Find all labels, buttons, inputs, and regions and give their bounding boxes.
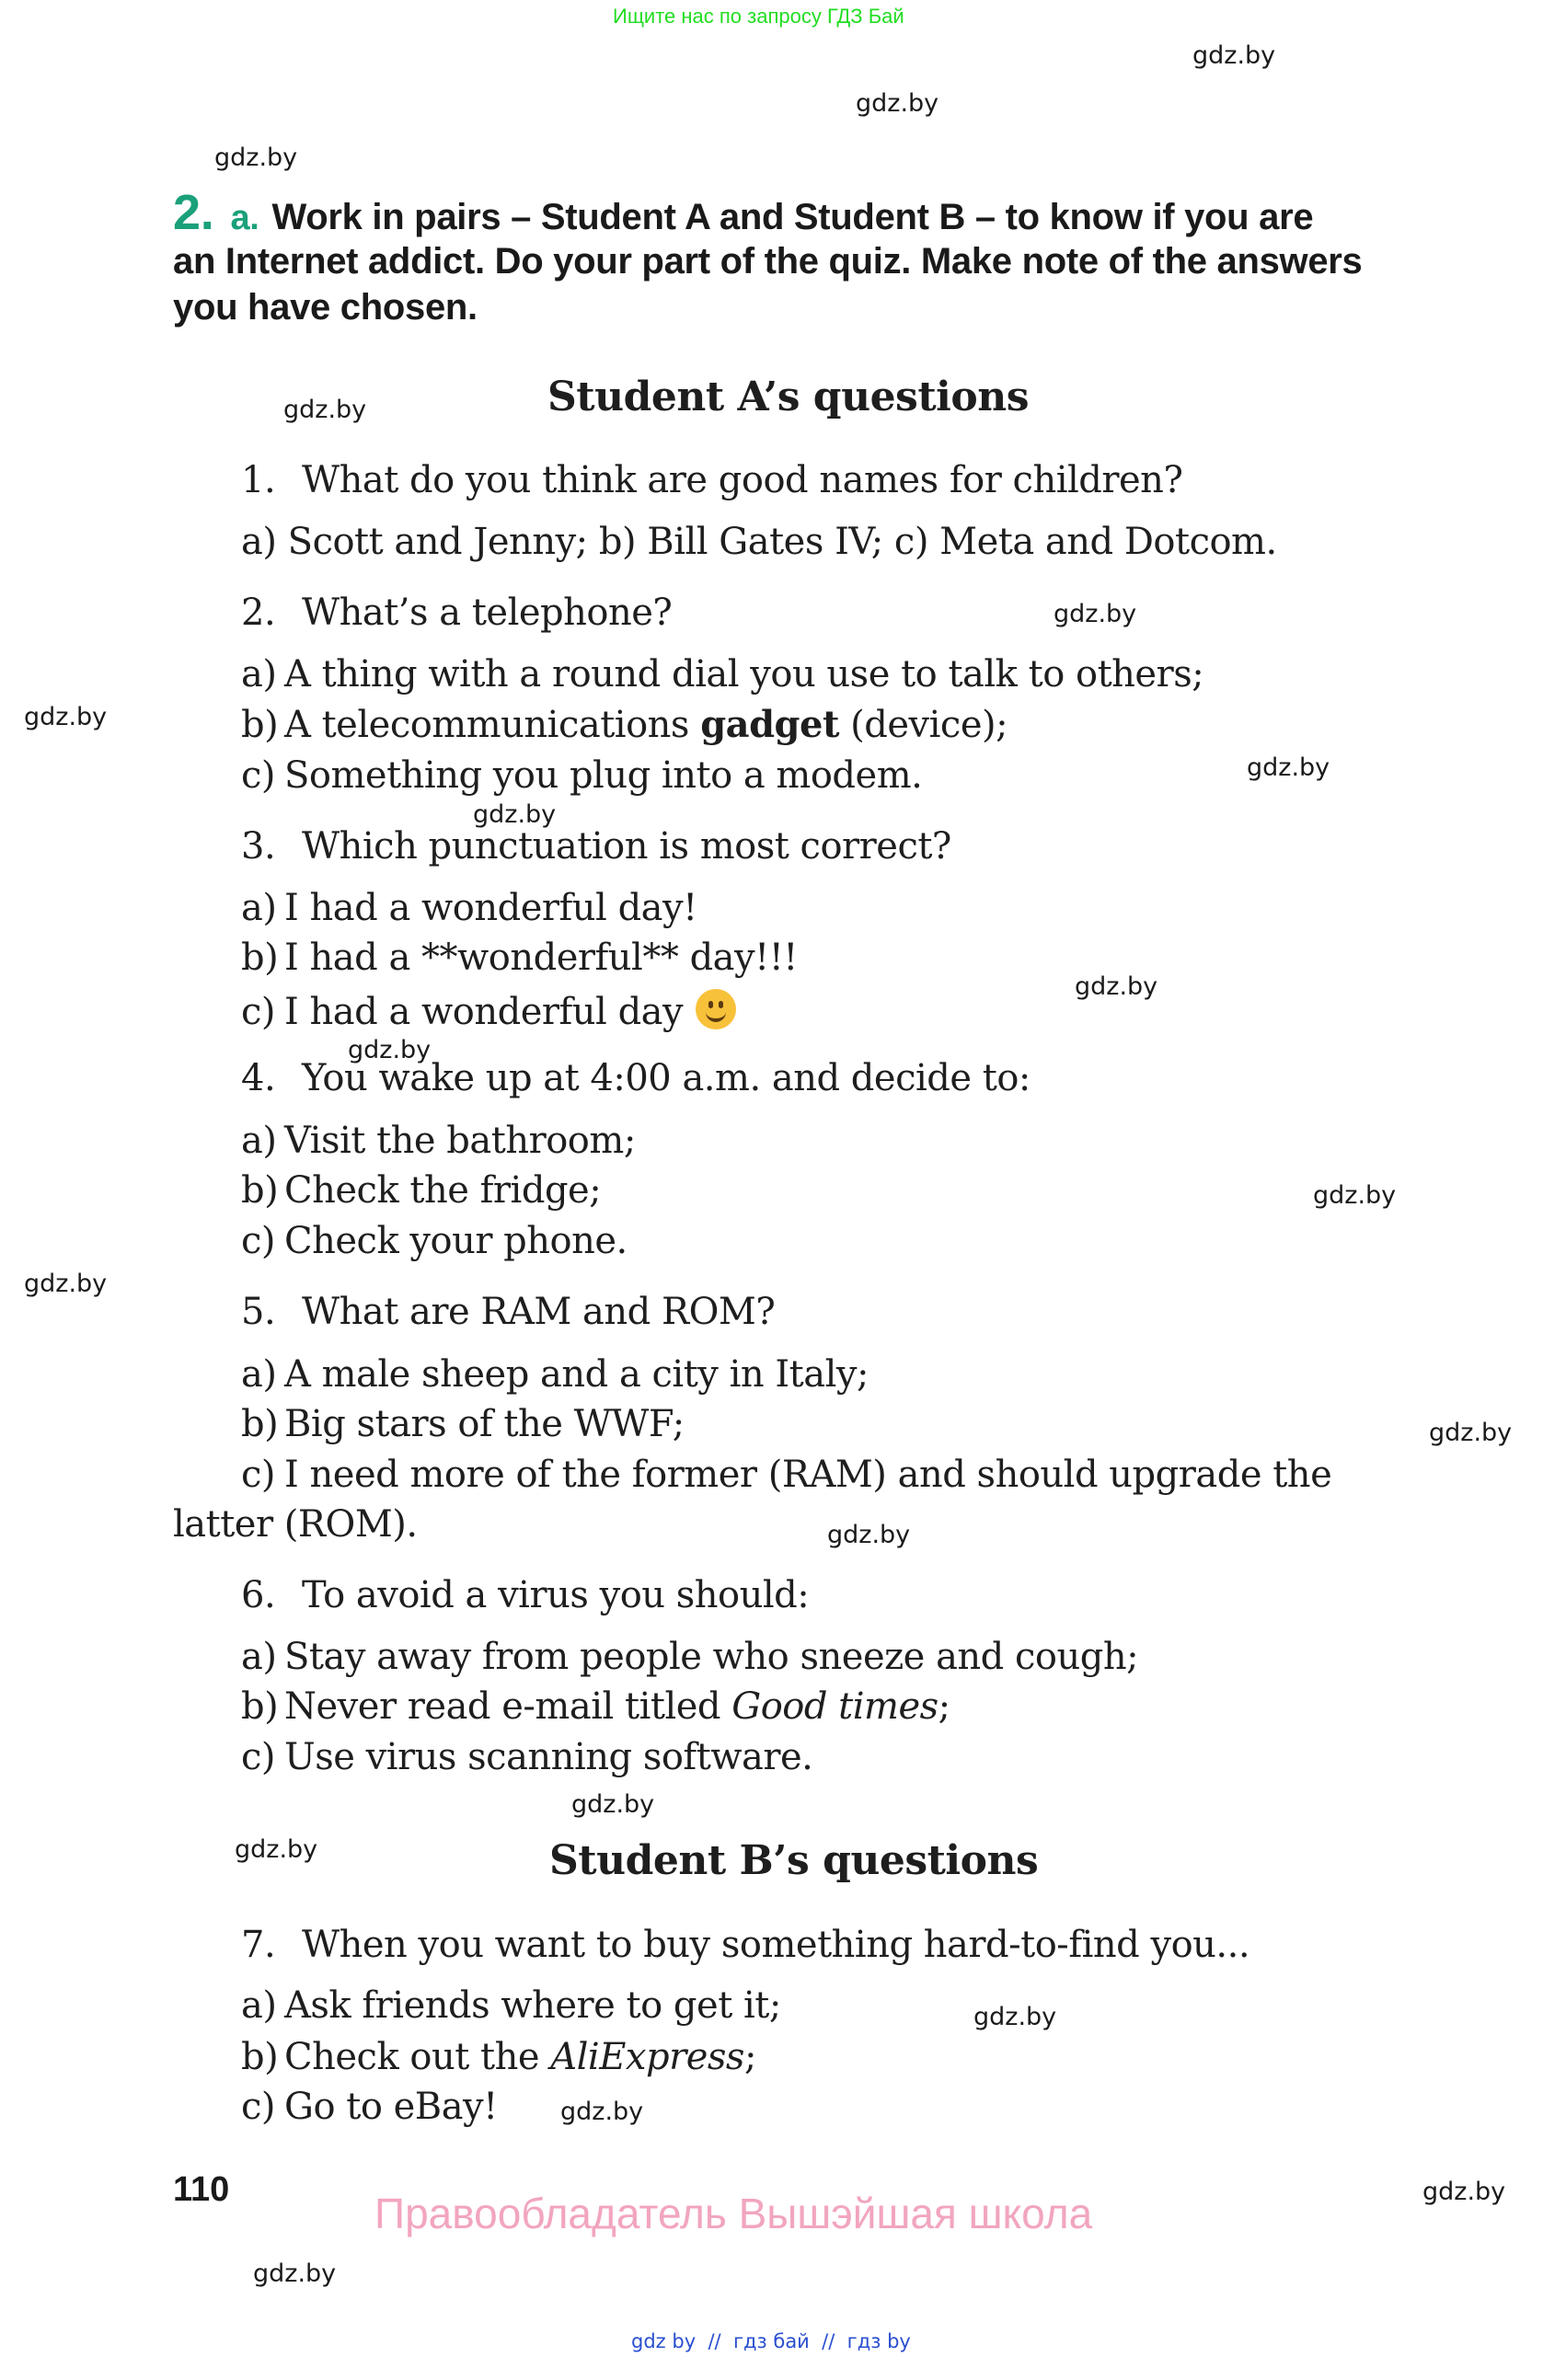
smiley-face-icon [696,989,736,1029]
footer-site-links[interactable]: gdz by // гдз бай // гдз by [631,2330,911,2352]
watermark: gdz.by [283,396,367,424]
question-3-option-b: b) I had a **wonderful** day!!! [241,937,798,979]
question-6-option-a: a) Stay away from people who sneeze and cough; [241,1636,1139,1678]
watermark: gdz.by [24,703,108,731]
watermark: gdz.by [1075,972,1158,1001]
page-number: 110 [173,2170,230,2209]
question-7-option-a: a) Ask friends where to get it; [241,1984,781,2027]
watermark: gdz.by [571,1790,655,1819]
question-2-option-c: c) Something you plug into a modem. [241,754,923,797]
watermark: gdz.by [1247,753,1330,782]
watermark: gdz.by [253,2259,337,2288]
question-1: 1. What do you think are good names for children? [241,459,1183,501]
watermark: gdz.by [560,2098,644,2126]
question-3-option-a: a) I had a wonderful day! [241,887,697,929]
question-4-option-c: c) Check your phone. [241,1220,628,1262]
question-6-option-c: c) Use virus scanning software. [241,1736,813,1778]
question-5-option-b: b) Big stars of the WWF; [241,1403,685,1445]
watermark: gdz.by [1192,41,1276,70]
watermark: gdz.by [235,1835,318,1864]
section-heading-student-a: Student A’s questions [547,374,1029,420]
task-instruction-line-3: you have chosen. [173,287,478,328]
task-instruction-line-2: an Internet addict. Do your part of the quiz. Make note of the answers [173,241,1363,282]
watermark: gdz.by [1429,1419,1513,1447]
question-1-options: a) Scott and Jenny; b) Bill Gates IV; c) Meta and Dotcom. [241,521,1277,563]
question-6: 6. To avoid a virus you should: [241,1574,810,1616]
task-subletter: a. [230,199,259,237]
watermark: gdz.by [473,800,557,829]
question-7-option-c: c) Go to eBay! [241,2086,498,2128]
question-3-option-c: c) I had a wonderful day [241,989,736,1030]
question-5: 5. What are RAM and ROM? [241,1291,776,1333]
question-7: 7. When you want to buy something hard-to-find you... [241,1924,1250,1966]
top-banner: Ищите нас по запросу ГДЗ Бай [613,5,904,28]
question-2-option-a: a) A thing with a round dial you use to talk to others; [241,653,1204,696]
question-2-option-b: b) A telecommunications gadget (device); [241,703,1008,746]
watermark: gdz.by [1054,600,1137,628]
question-4-option-b: b) Check the fridge; [241,1169,602,1212]
watermark: gdz.by [856,89,939,118]
question-5-option-c-continuation: latter (ROM). [173,1503,418,1546]
watermark: gdz.by [1313,1181,1397,1210]
task-number: 2. [173,185,214,240]
rights-holder-notice: Правообладатель Вышэйшая школа [374,2190,1093,2237]
question-4: 4. You wake up at 4:00 a.m. and decide to: [241,1057,1031,1099]
question-7-option-b: b) Check out the AliExpress; [241,2036,756,2078]
watermark: gdz.by [24,1270,108,1298]
question-3: 3. Which punctuation is most correct? [241,825,951,868]
question-5-option-c: c) I need more of the former (RAM) and should upgrade the [241,1454,1332,1496]
section-heading-student-b: Student B’s questions [549,1837,1039,1884]
question-6-option-b: b) Never read e-mail titled Good times; [241,1685,950,1728]
question-5-option-a: a) A male sheep and a city in Italy; [241,1353,869,1396]
watermark: gdz.by [1422,2178,1506,2206]
question-4-option-a: a) Visit the bathroom; [241,1120,636,1162]
watermark: gdz.by [348,1036,432,1064]
task-instruction-line-1: 2. a. Work in pairs – Student A and Student B – to know if you are [173,185,1314,240]
watermark: gdz.by [827,1521,911,1549]
question-2: 2. What’s a telephone? [241,592,673,634]
watermark: gdz.by [973,2003,1057,2031]
watermark: gdz.by [214,144,298,172]
